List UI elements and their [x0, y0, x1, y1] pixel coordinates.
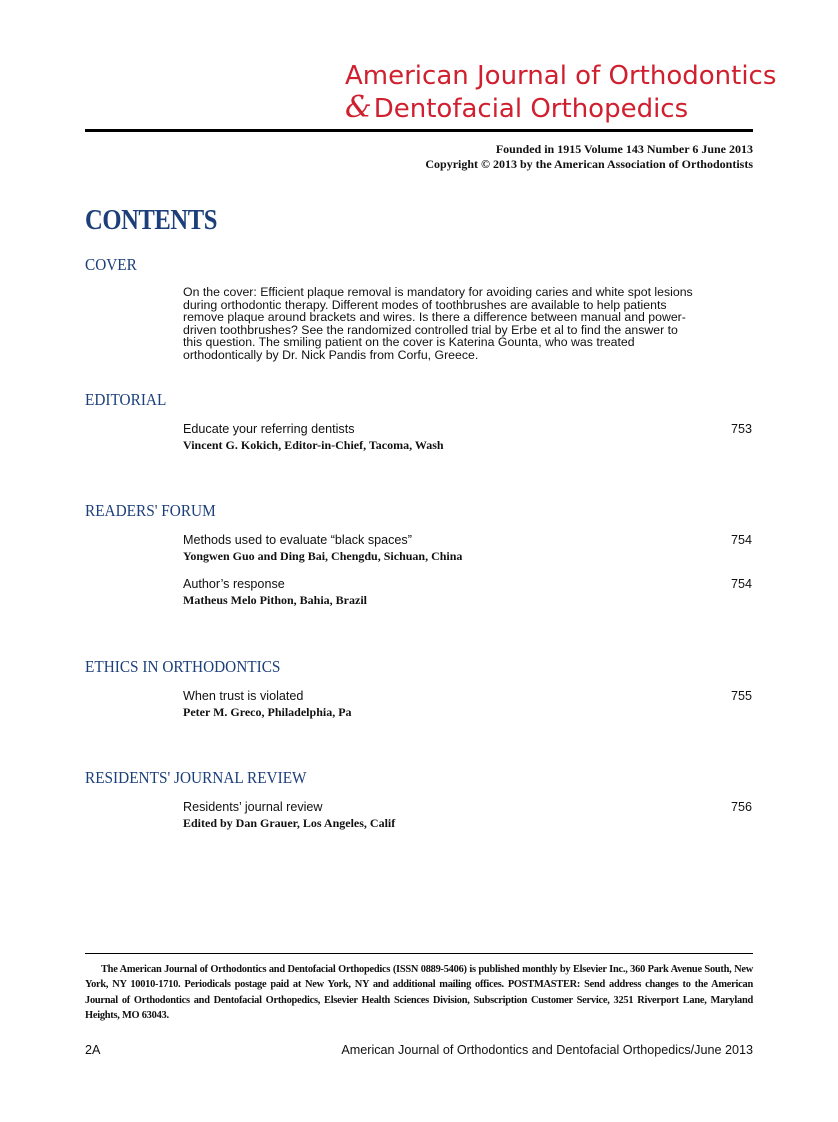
entry-title[interactable]: Methods used to evaluate “black spaces”	[183, 533, 412, 547]
entry-title[interactable]: When trust is violated	[183, 689, 304, 703]
section-heading-cover: COVER	[85, 255, 137, 274]
entry-author: Yongwen Guo and Ding Bai, Chengdu, Sichuan, China	[183, 549, 463, 563]
section-heading-readers-forum: READERS' FORUM	[85, 501, 216, 520]
entry-title[interactable]: Residents’ journal review	[183, 800, 323, 814]
copyright-line: Copyright © 2013 by the American Association of Orthodontists	[425, 157, 753, 171]
section-heading-ethics: ETHICS IN ORTHODONTICS	[85, 657, 281, 676]
footnote-rule	[85, 953, 753, 954]
entry-author: Matheus Melo Pithon, Bahia, Brazil	[183, 593, 367, 607]
ampersand-glyph: &	[345, 90, 372, 125]
entry-page-number[interactable]: 753	[730, 422, 752, 436]
entry-author: Edited by Dan Grauer, Los Angeles, Calif	[183, 816, 396, 830]
section-heading-residents: RESIDENTS' JOURNAL REVIEW	[85, 768, 307, 787]
cover-description: On the cover: Efficient plaque removal is mandatory for avoiding caries and white spot lesions during orthodontic therapy. Different modes of toothbrushes are available to help patients remove plaque around brackets and wires. Is there a difference between manual and power-driven toothbrushes? See the randomized controlled trial by Erbe et al to find the answer to this question. The smiling patient on the cover is Katerina Gounta, who was treated orthodontically by Dr. Nick Pandis from Corfu, Greece.	[183, 285, 693, 362]
header-rule	[85, 129, 753, 132]
entry-author: Peter M. Greco, Philadelphia, Pa	[183, 705, 352, 719]
entry-page-number[interactable]: 754	[730, 533, 752, 547]
entry-title[interactable]: Educate your referring dentists	[183, 422, 355, 436]
entry-page-number[interactable]: 754	[730, 577, 752, 591]
section-heading-editorial: EDITORIAL	[85, 390, 167, 409]
journal-title	[345, 60, 776, 125]
publisher-footnote: The American Journal of Orthodontics and Dentofacial Orthopedics (ISSN 0889-5406) is published monthly by Elsevier Inc., 360 Park Avenue South, New York, NY 10010-1710. Periodicals postage paid at New York, NY and additional mailing offices. POSTMASTER: Send address changes to the American Journal of Orthodontics and Dentofacial Orthopedics, Elsevier Health Sciences Division, Subscription Customer Service, 3251 Riverport Lane, Maryland Heights, MO 63043.	[85, 964, 753, 1022]
page-title: CONTENTS	[85, 205, 218, 236]
entry-title[interactable]: Author’s response	[183, 577, 285, 591]
journal-title-line2-text: Dentofacial Orthopedics	[373, 94, 689, 124]
entry-author: Vincent G. Kokich, Editor-in-Chief, Tacoma, Wash	[183, 438, 444, 452]
entry-page-number[interactable]: 756	[730, 800, 752, 814]
founded-line: Founded in 1915 Volume 143 Number 6 June 2013	[495, 142, 753, 156]
page-label: 2A	[85, 1043, 101, 1057]
journal-title-line1: American Journal of Orthodontics	[345, 61, 777, 91]
running-footer: American Journal of Orthodontics and Dentofacial Orthopedics/June 2013	[341, 1043, 753, 1057]
entry-page-number[interactable]: 755	[730, 689, 752, 703]
journal-title-line2	[345, 92, 776, 125]
